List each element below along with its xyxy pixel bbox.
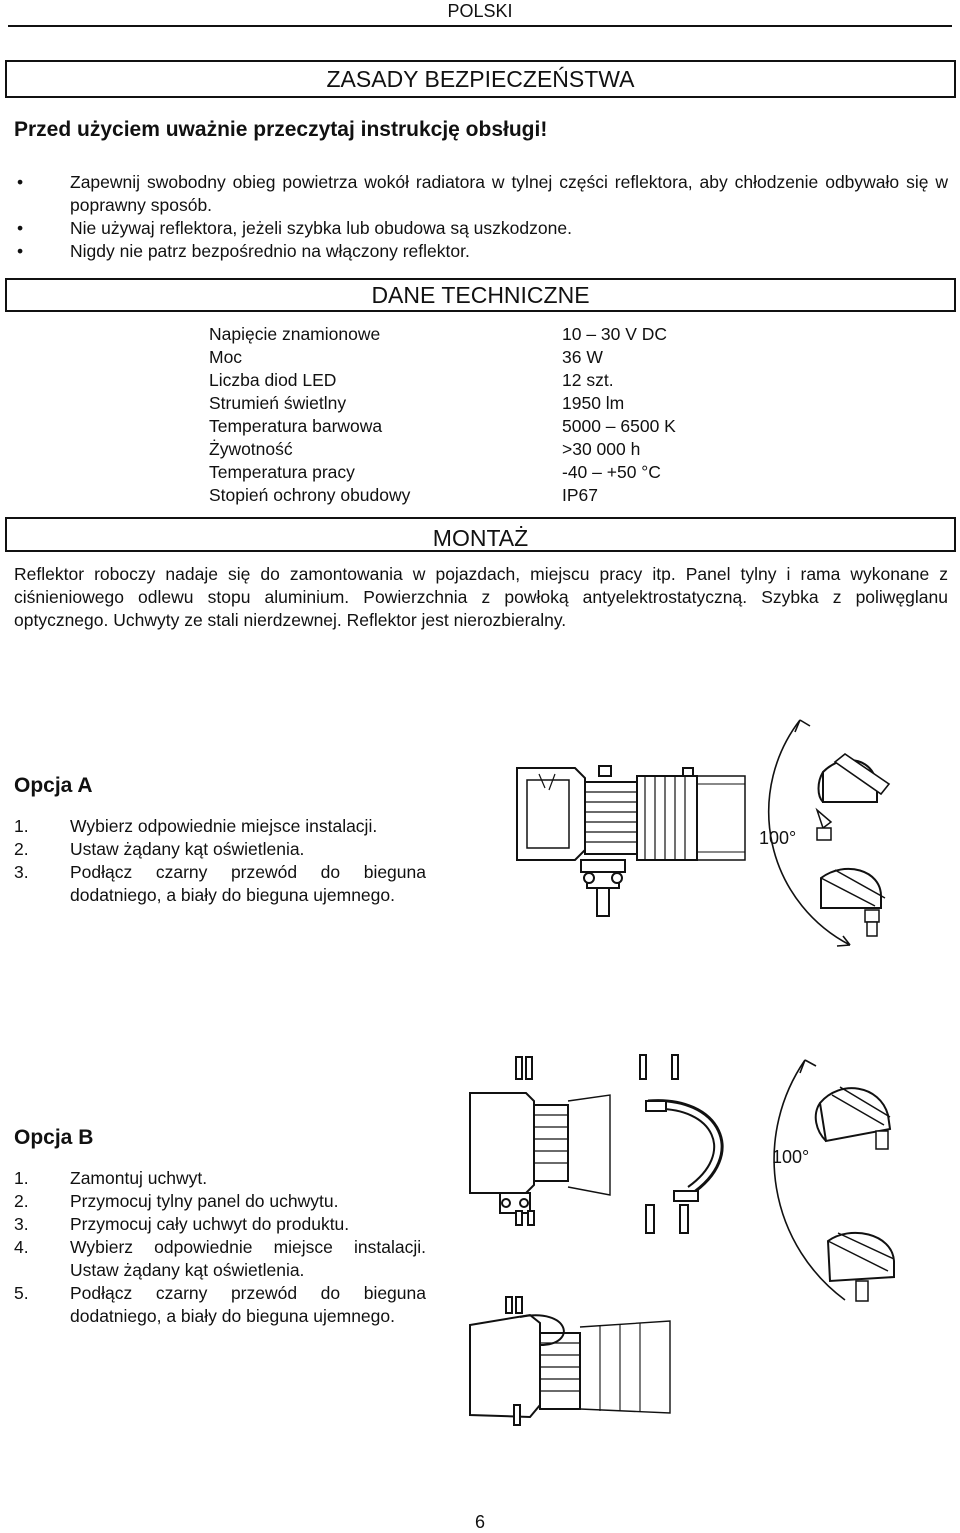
list-item [14,240,948,263]
step-number: 2. [14,1191,29,1211]
spec-row [209,461,676,484]
list-item [14,1282,426,1328]
option-a-title: Opcja A [14,774,93,797]
step-number: 2. [14,839,29,859]
angle-label: 100° [772,1147,810,1167]
list-item [14,1190,426,1213]
step-number: 1. [14,1168,29,1188]
spec-value: -40 – +50 °C [562,462,661,482]
list-item [14,838,426,861]
safety-warning: Przed użyciem uważnie przeczytaj instrukcję obsługi! [14,118,548,141]
spec-name: Żywotność [209,439,293,459]
spec-name: Liczba diod LED [209,370,337,390]
spec-value: 36 W [562,347,603,367]
spec-value: 10 – 30 V DC [562,324,668,344]
list-item [14,861,426,907]
spec-name: Strumień świetlny [209,393,347,413]
step-text: Podłącz czarny przewód do bieguna dodatniego, a biały do bieguna ujemnego. [70,1283,426,1326]
specs-title: DANE TECHNICZNE [371,282,590,308]
spec-row [209,438,676,461]
specs-title-box [5,278,956,312]
spec-name: Temperatura barwowa [209,416,383,436]
step-text: Podłącz czarny przewód do bieguna dodatniego, a biały do bieguna ujemnego. [70,862,426,905]
step-text: Zamontuj uchwyt. [70,1168,208,1188]
angle-label: 100° [759,828,797,848]
spec-name: Napięcie znamionowe [209,324,381,344]
list-item [14,171,948,217]
montaz-title-box [5,517,956,552]
page-number: 6 [474,1512,485,1532]
bullet-text: Nie używaj reflektora, jeżeli szybka lub obudowa są uszkodzone. [70,218,572,238]
step-text: Przymocuj cały uchwyt do produktu. [70,1214,350,1234]
bullet-text: Zapewnij swobodny obieg powietrza wokół radiatora w tylnej części reflektora, aby chłodzenie odbywało się w poprawny sposób. [70,172,948,215]
safety-title-box [5,60,956,98]
spec-name: Stopień ochrony obudowy [209,485,411,505]
list-item [14,1236,426,1282]
step-number: 1. [14,816,29,836]
header-language: POLSKI [447,1,513,21]
floodlight-drawing [517,766,745,916]
bullet-icon: • [17,172,24,192]
spec-value: 12 szt. [562,370,614,390]
safety-bullet-list [14,171,948,263]
step-text: Ustaw żądany kąt oświetlenia. [70,839,305,859]
step-number: 4. [14,1237,29,1257]
list-item [14,217,948,240]
option-b-steps [14,1167,426,1328]
list-item [14,815,426,838]
montaz-description: Reflektor roboczy nadaje się do zamontowania w pojazdach, miejscu pracy itp. Panel tylny i rama wykonane z ciśnieniowego odlewu stopu aluminium. Powierzchnia z powłoką antyelektrostatyczną. Szybka z poliwęglanu optycznego. Uchwyty ze stali nierdzewnej. Reflektor jest nierozbieralny. [14,564,948,630]
step-text: Wybierz odpowiednie miejsce instalacji. [70,816,378,836]
spec-row [209,392,676,415]
spec-row [209,346,676,369]
montaz-title: MONTAŻ [432,525,529,551]
bullet-icon: • [17,218,24,238]
spec-value: IP67 [562,485,598,505]
spec-name: Temperatura pracy [209,462,355,482]
step-number: 5. [14,1283,29,1303]
spec-row [209,369,676,392]
list-item [14,1213,426,1236]
step-number: 3. [14,1214,29,1234]
step-text: Przymocuj tylny panel do uchwytu. [70,1191,339,1211]
bullet-text: Nigdy nie patrz bezpośrednio na włączony reflektor. [70,241,470,261]
spec-value: 5000 – 6500 K [562,416,676,436]
option-a-illustration [505,710,935,950]
spec-value: >30 000 h [562,439,641,459]
option-b-title: Opcja B [14,1126,94,1149]
step-number: 3. [14,862,29,882]
spec-name: Moc [209,347,243,367]
header-divider [8,25,952,27]
spec-row [209,323,676,346]
step-text: Wybierz odpowiednie miejsce instalacji. Ustaw żądany kąt oświetlenia. [70,1237,426,1280]
list-item [14,1167,426,1190]
floodlight-with-bracket-drawing [470,1055,894,1425]
bullet-icon: • [17,241,24,261]
specs-table [209,323,676,507]
spec-row [209,484,676,507]
option-a-steps [14,815,426,907]
option-b-illustration [460,1045,950,1430]
spec-value: 1950 lm [562,393,625,413]
spec-row [209,415,676,438]
safety-title: ZASADY BEZPIECZEŃSTWA [326,66,635,92]
